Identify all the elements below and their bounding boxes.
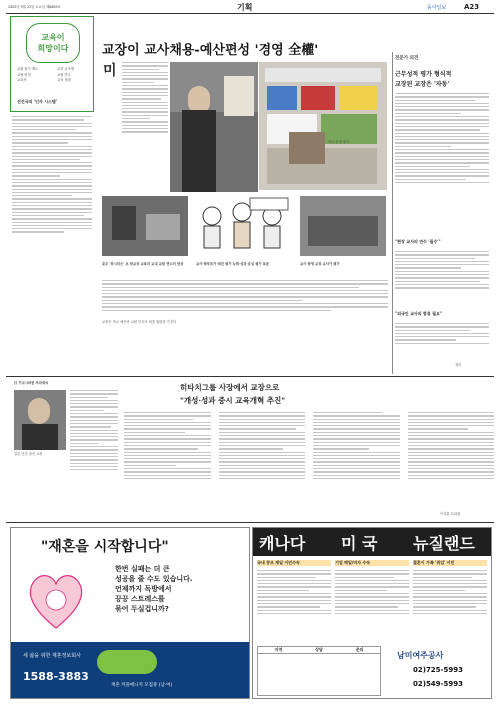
ad-left-body-5: 묶어 두실겁니까? bbox=[115, 605, 169, 613]
caption-bottom-left: 교장은 학교 예산과 교원 인사의 최종 권한을 가진다 bbox=[102, 320, 177, 324]
caption-right: 교사 학생 교장 교사가 평가 bbox=[300, 262, 340, 266]
ad-left-slogan: 새 삶을 위한 재혼정보회사 bbox=[23, 653, 81, 659]
sidebar-label: 전문가 의견 bbox=[395, 56, 419, 61]
series-title-1: 교육이 bbox=[41, 32, 65, 42]
dropcap: 미 bbox=[103, 63, 117, 79]
heart-icon bbox=[21, 562, 91, 636]
series-item: 교원 양성 bbox=[17, 72, 31, 77]
main-article-col1 bbox=[122, 62, 168, 152]
sidebar-byline: 정리 bbox=[455, 363, 462, 367]
table-header: 상담 bbox=[315, 647, 323, 652]
lower-byline: 이상훈 특파원 bbox=[440, 512, 461, 516]
ad-brand-1: 캐나다 bbox=[259, 534, 306, 553]
ad-right-col1 bbox=[257, 570, 331, 640]
series-item: 교육 재정 bbox=[57, 78, 71, 83]
lower-kicker: 日 가고시마현 무라세씨 bbox=[14, 381, 49, 385]
caption-left: 호주 '하시미슨' 초 학교장 교육과 교내 교원 연수의 현장 bbox=[102, 262, 184, 266]
cartoon-svg bbox=[194, 194, 294, 260]
table-header: 문의 bbox=[355, 647, 364, 652]
header-rule bbox=[6, 13, 494, 14]
sidebar-text-2 bbox=[395, 251, 489, 311]
ad-right-col2-head: 기업 메일/비자 수속 bbox=[335, 560, 409, 566]
ads-rule bbox=[6, 522, 494, 523]
left-column-text bbox=[12, 116, 92, 288]
ad-left-foot: 재혼 커플매니저 모집중 (남·여) bbox=[111, 683, 173, 688]
ad-right-col1-head: 국내 창조 제일 이민수속 bbox=[257, 560, 331, 566]
ad-brand-2: 미 국 bbox=[341, 534, 378, 553]
portrait-caption: 학교 운영 평가 bbox=[328, 140, 350, 144]
lower-photo bbox=[14, 390, 66, 450]
board-photo bbox=[259, 62, 387, 190]
portrait-inset bbox=[289, 132, 325, 164]
series-box bbox=[10, 16, 94, 112]
series-items bbox=[17, 67, 91, 83]
ad-right-phone-2: 02)549-5993 bbox=[413, 680, 463, 688]
cartoon-illustration bbox=[194, 194, 294, 260]
ad-right-col2 bbox=[335, 570, 409, 640]
lower-headline-2: "개성·성과 중시 교육개혁 추진" bbox=[180, 396, 286, 405]
series-item: 교과서 bbox=[17, 78, 27, 83]
sidebar-box-2: "외국인 교사의 합류 필요" bbox=[395, 311, 442, 316]
ad-remarriage bbox=[10, 527, 250, 699]
lower-headline-1: 히타치그룹 사장에서 교장으로 bbox=[180, 383, 280, 392]
ad-left-body-1: 한번 실패는 더 큰 bbox=[115, 565, 170, 573]
ad-left-heart-image bbox=[21, 562, 91, 636]
ad-right-banner bbox=[253, 528, 491, 556]
ad-brand-3: 뉴질랜드 bbox=[413, 534, 475, 553]
header-paper: 동아일보 bbox=[427, 5, 447, 11]
sidebar-text-1 bbox=[395, 93, 489, 233]
ad-left-body-4: 끙끙 스트레스를 bbox=[115, 595, 165, 603]
header-section: 기획 bbox=[237, 3, 253, 12]
header-date: 2005년 9월 23일 토요일 제6869호 bbox=[8, 5, 61, 9]
ad-left-body bbox=[115, 564, 245, 614]
main-photo bbox=[170, 62, 258, 192]
mid-rule bbox=[6, 376, 494, 377]
ad-right-table bbox=[257, 646, 381, 696]
lower-left-text bbox=[70, 390, 118, 500]
lower-photo-caption: 일본 민간 출신 교장 bbox=[14, 452, 43, 456]
sidebar bbox=[395, 55, 492, 373]
lower-body-text bbox=[124, 412, 494, 512]
header-page: A23 bbox=[464, 3, 480, 11]
ad-left-phone: 1588-3883 bbox=[23, 670, 89, 683]
ad-left-body-3: 언제까지 독방에서 bbox=[115, 585, 172, 593]
ad-immigration bbox=[252, 527, 492, 699]
series-logo bbox=[26, 23, 80, 63]
series-item: 교장 공모제 bbox=[57, 67, 74, 71]
series-subhead: 선진국의 '인사 시스템' bbox=[17, 99, 58, 104]
ad-left-bottom bbox=[11, 642, 249, 698]
ad-right-company: 남미여주공사 bbox=[397, 651, 444, 660]
sidebar-box-1: "현장 교사의 연수 '필수'" bbox=[395, 239, 441, 244]
photo-row-1 bbox=[102, 196, 188, 256]
series-title-2: 희망이다 bbox=[37, 43, 69, 53]
ad-left-body-2: 성공을 줄 수도 있습니다. bbox=[115, 575, 193, 583]
ad-right-col3-head: 결혼이 가족 '취업' 이민 bbox=[413, 560, 487, 566]
series-item: 교원 연수 bbox=[57, 72, 71, 77]
ad-right-col3 bbox=[413, 570, 487, 640]
main-headline: 교장이 교사채용-예산편성 '경영 全權' bbox=[102, 43, 319, 58]
sidebar-title-1: 근무성적 평가 형식적 bbox=[395, 71, 452, 78]
ad-right-phone-1: 02)725-5993 bbox=[413, 666, 463, 674]
table-header: 지역 bbox=[274, 647, 283, 652]
series-item: 교원 평가 제도 bbox=[17, 67, 39, 71]
photo-row-3 bbox=[300, 196, 386, 256]
caption-middle: 교사·학부모가 매년 평가 능력·성과 중심 평가 표준 bbox=[196, 262, 270, 266]
sidebar-divider bbox=[392, 52, 393, 374]
sidebar-title-2: 교장된 교장은 '자동' bbox=[395, 81, 450, 88]
sidebar-text-3 bbox=[395, 323, 489, 359]
ad-left-logo bbox=[97, 650, 157, 674]
ad-left-headline: "재혼을 시작합니다" bbox=[41, 539, 169, 555]
